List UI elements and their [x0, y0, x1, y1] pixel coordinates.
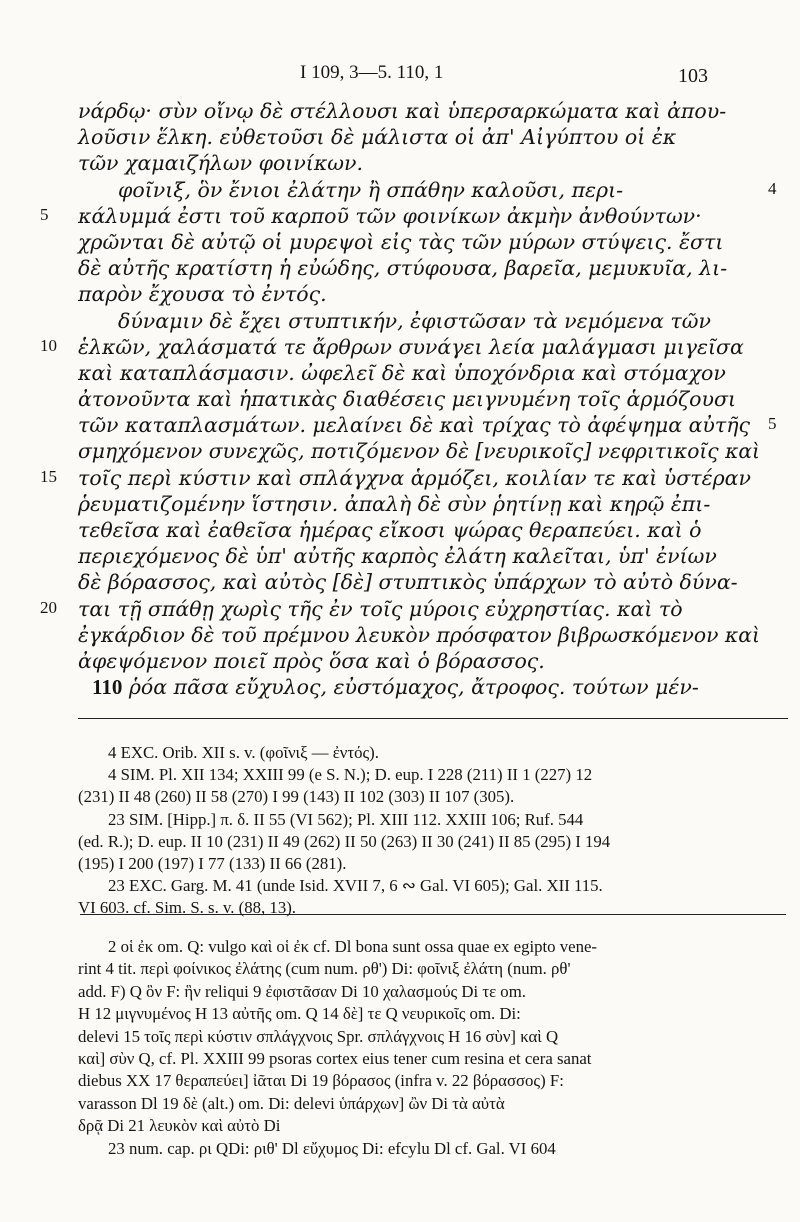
text-line: [0, 229, 800, 255]
testimonia-line: [0, 831, 800, 853]
apparatus-text: diebus XX 17 θεραπεύει] ἰᾶται Di 19 βόρασος (infra v. 22 βόρασσος) F:: [78, 1071, 564, 1091]
line-text: τοῖς περὶ κύστιν καὶ σπλάγχνα ἁρμόζει, κοιλίαν τε καὶ ὑστέραν: [78, 465, 751, 490]
text-line: [0, 412, 800, 438]
line-text: ται τῇ σπάθῃ χωρὶς τῆς ἐν τοῖς μύροις εὐχρηστίας. καὶ τὸ: [78, 596, 683, 621]
apparatus-line: [0, 1026, 800, 1048]
line-text: καὶ καταπλάσμασιν. ὠφελεῖ δὲ καὶ ὑποχόνδρια καὶ στόμαχον: [78, 360, 726, 385]
text-line: [0, 543, 800, 569]
text-line: [0, 622, 800, 648]
apparatus-line: [0, 981, 800, 1003]
text-line: [0, 308, 800, 334]
apparatus-text: καὶ] σὺν Q, cf. Pl. XXIII 99 psoras cortex eius tener cum resina et cera sanat: [78, 1048, 592, 1068]
margin-reference-number: 4: [768, 178, 777, 198]
line-text: ἐγκάρδιον δὲ τοῦ πρέμνου λευκὸν πρόσφατον βιβρωσκόμενον καὶ: [78, 622, 760, 647]
line-number: 5: [40, 204, 49, 224]
line-text: περιεχόμενος δὲ ὑπ' αὐτῆς καρπὸς ἐλάτη καλεῖται, ὑπ' ἐνίων: [78, 544, 717, 569]
testimonia-text: (195) I 200 (197) I 77 (133) II 66 (281).: [78, 853, 347, 873]
apparatus-line: [0, 936, 800, 958]
line-text: τῶν χαμαιζήλων φοινίκων.: [78, 151, 363, 176]
apparatus-text: H 12 μιγνυμένος H 13 αὐτῆς om. Q 14 δὲ] τε Q νευρικοῖς om. Di:: [78, 1004, 521, 1024]
section-reference: I 109, 3—5. 110, 1: [300, 62, 444, 83]
apparatus-line: [0, 1003, 800, 1025]
text-line: [0, 124, 800, 150]
line-number: 20: [40, 597, 57, 617]
apparatus-line: [0, 1138, 800, 1160]
line-text-body: ῥόα πᾶσα εὔχυλος, εὐστόμαχος, ἄτροφος. τούτων μέν-: [128, 675, 699, 700]
testimonia-line: [0, 875, 800, 897]
running-head: [0, 62, 800, 92]
line-text: σμηχόμενον συνεχῶς, ποτιζόμενον δὲ [νευρικοῖς] νεφριτικοῖς καὶ: [78, 439, 760, 464]
apparatus-text: 23 num. cap. ρι QDi: ριθ' Dl εὔχυμος Di: efcylu Dl cf. Gal. VI 604: [108, 1138, 556, 1158]
apparatus-text: rint 4 tit. περὶ φοίνικος ἐλάτης (cum num. ρθ') Di: φοῖνιξ ἐλάτη (num. ρθ': [78, 959, 571, 979]
apparatus-text: add. F) Q ὃν F: ἣν reliqui 9 ἐφιστᾶσαν Di 10 χαλασμούς Di τε om.: [78, 981, 526, 1001]
text-line: [0, 203, 800, 229]
apparatus-line: [0, 958, 800, 980]
testimonia-line: [0, 786, 800, 808]
line-text: παρὸν ἔχουσα τὸ ἐντός.: [78, 282, 327, 307]
text-line: [0, 98, 800, 124]
line-text: λοῦσιν ἕλκη. εὐθετοῦσι δὲ μάλιστα οἱ ἀπ' Αἰγύπτου οἱ ἐκ: [78, 125, 677, 150]
line-text: χρῶνται δὲ αὐτῷ οἱ μυρεψοὶ εἰς τὰς τῶν μύρων στύψεις. ἔστι: [78, 229, 724, 254]
text-line: [0, 517, 800, 543]
testimonia-text: 4 SIM. Pl. XII 134; XXIII 99 (e S. N.); D. eup. I 228 (211) II 1 (227) 12: [108, 765, 593, 785]
apparatus-line: [0, 1115, 800, 1137]
text-line: [0, 569, 800, 595]
text-line: [0, 177, 800, 203]
main-text: [0, 98, 800, 700]
margin-reference-number: 5: [768, 414, 777, 434]
line-text: δύναμιν δὲ ἔχει στυπτικήν, ἐφιστῶσαν τὰ νεμόμενα τῶν: [118, 308, 711, 333]
line-text: νάρδῳ· σὺν οἴνῳ δὲ στέλλουσι καὶ ὑπερσαρκώματα καὶ ἀπου-: [78, 99, 727, 123]
apparatus-line: [0, 1070, 800, 1092]
line-number: 10: [40, 335, 57, 355]
testimonia-line: [0, 897, 800, 919]
testimonia-line: [0, 809, 800, 831]
chapter-number: 110: [92, 675, 123, 700]
apparatus-text: 2 οἱ ἐκ om. Q: vulgo καὶ οἱ ἐκ cf. Dl bona sunt ossa quae ex egipto vene-: [108, 937, 598, 956]
line-text: τεθεῖσα καὶ ἐαθεῖσα ἡμέρας εἴκοσι ψώρας θεραπεύει. καὶ ὁ: [78, 518, 702, 542]
line-text: κάλυμμά ἐστι τοῦ καρποῦ τῶν φοινίκων ἀκμὴν ἀνθούντων·: [78, 203, 702, 228]
testimonia-block: [0, 742, 800, 920]
line-text: [92, 674, 699, 700]
line-number: 15: [40, 466, 57, 486]
text-line: [0, 255, 800, 281]
apparatus-text: varasson Dl 19 δὲ (alt.) om. Di: delevi ὑπάρχων] ὢν Di τὰ αὐτὰ: [78, 1093, 505, 1113]
testimonia-text: 23 SIM. [Hipp.] π. δ. II 55 (VI 562); Pl. XIII 112. XXIII 106; Ruf. 544: [108, 809, 584, 829]
text-line: [0, 491, 800, 517]
apparatus-line: [0, 1093, 800, 1115]
testimonia-text: 23 EXC. Garg. M. 41 (unde Isid. XVII 7, 6 ∾ Gal. VI 605); Gal. XII 115.: [108, 876, 603, 896]
text-line: [0, 438, 800, 464]
line-text: ἑλκῶν, χαλάσματά τε ἄρθρων συνάγει λεία μαλάγμασι μιγεῖσα: [78, 334, 744, 359]
text-line: [0, 281, 800, 307]
testimonia-text: VI 603. cf. Sim. S. s. v. (88, 13).: [78, 898, 296, 918]
text-line: [0, 465, 800, 491]
testimonia-text: (ed. R.); D. eup. II 10 (231) II 49 (262) II 50 (263) II 30 (241) II 85 (295) I 194: [78, 831, 611, 851]
line-text: τῶν καταπλασμάτων. μελαίνει δὲ καὶ τρίχας τὸ ἀφέψημα αὐτῆς: [78, 413, 750, 438]
text-line: [0, 360, 800, 386]
line-text: δὲ αὐτῆς κρατίστη ἡ εὐώδης, στύφουσα, βαρεῖα, μεμυκυῖα, λι-: [78, 256, 728, 281]
text-line: [0, 648, 800, 674]
line-text: ἀτονοῦντα καὶ ἡπατικὰς διαθέσεις μειγνυμένη τοῖς ἁρμόζουσι: [78, 387, 737, 412]
line-text: ῥευματιζομένην ἵστησιν. ἀπαλὴ δὲ σὺν ῥητίνῃ καὶ κηρῷ ἐπι-: [78, 491, 711, 516]
testimonia-text: (231) II 48 (260) II 58 (270) I 99 (143) II 102 (303) II 107 (305).: [78, 787, 515, 807]
divider-rule: [78, 718, 788, 719]
testimonia-line: [0, 853, 800, 875]
text-line: [0, 150, 800, 176]
apparatus-line: [0, 1048, 800, 1070]
text-line: [0, 386, 800, 412]
divider-rule: [80, 914, 786, 915]
testimonia-line: [0, 742, 800, 764]
line-text: ἀφεψόμενον ποιεῖ πρὸς ὅσα καὶ ὁ βόρασσος.: [78, 648, 545, 673]
text-line: [0, 674, 800, 700]
line-text: δὲ βόρασσος, καὶ αὐτὸς [δὲ] στυπτικὸς ὑπάρχων τὸ αὐτὸ δύνα-: [78, 570, 738, 595]
text-line: [0, 334, 800, 360]
apparatus-text: delevi 15 τοῖς περὶ κύστιν σπλάγχνοις Spr. σπλάγχνοις H 16 σὺν] καὶ Q: [78, 1026, 559, 1046]
testimonia-line: [0, 764, 800, 786]
text-line: [0, 596, 800, 622]
line-text: φοῖνιξ, ὃν ἔνιοι ἐλάτην ἢ σπάθην καλοῦσι, περι-: [118, 177, 624, 202]
testimonia-text: 4 EXC. Orib. XII s. v. (φοῖνιξ — ἐντός).: [108, 743, 379, 762]
apparatus-text: δρᾷ Di 21 λευκὸν καὶ αὐτὸ Di: [78, 1116, 281, 1136]
critical-apparatus: [0, 936, 800, 1160]
page-number: 103: [678, 65, 708, 87]
